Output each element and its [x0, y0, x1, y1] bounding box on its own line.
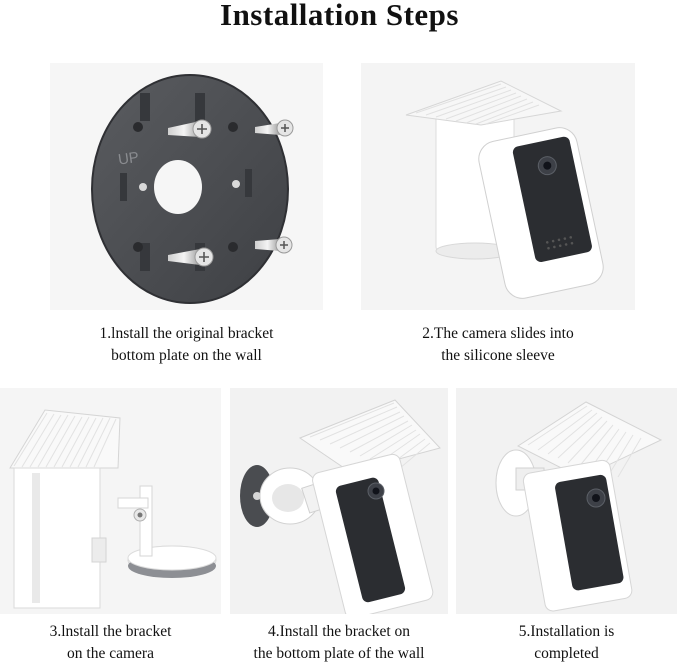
step-5-image	[456, 388, 677, 614]
plate-up-marking: UP	[117, 148, 141, 169]
step-5-line2: completed	[534, 645, 599, 662]
step-1-image	[50, 63, 323, 310]
step-3-line1: 3.lnstall the bracket	[49, 623, 172, 640]
step-4-line2: the bottom plate of the wall	[253, 645, 425, 662]
step-2-caption	[348, 323, 648, 367]
step-4-caption	[226, 621, 452, 665]
step-5-line1: 5.Installation is	[518, 623, 615, 640]
step-4-image	[230, 388, 448, 614]
step-2-line1: 2.The camera slides into	[422, 325, 574, 342]
step-1-caption	[40, 323, 333, 367]
step-1-line2: bottom plate on the wall	[111, 347, 262, 364]
step-2-line2: the silicone sleeve	[441, 347, 555, 364]
page-title: Installation Steps	[220, 0, 459, 32]
step-1-line1: 1.lnstall the original bracket	[99, 325, 274, 342]
step-3-image	[0, 388, 221, 614]
step-5-caption	[456, 621, 677, 665]
step-2-image	[361, 63, 635, 310]
step-3-line2: on the camera	[67, 645, 154, 662]
step-3-caption	[0, 621, 221, 665]
step-4-line1: 4.Install the bracket on	[267, 623, 411, 640]
